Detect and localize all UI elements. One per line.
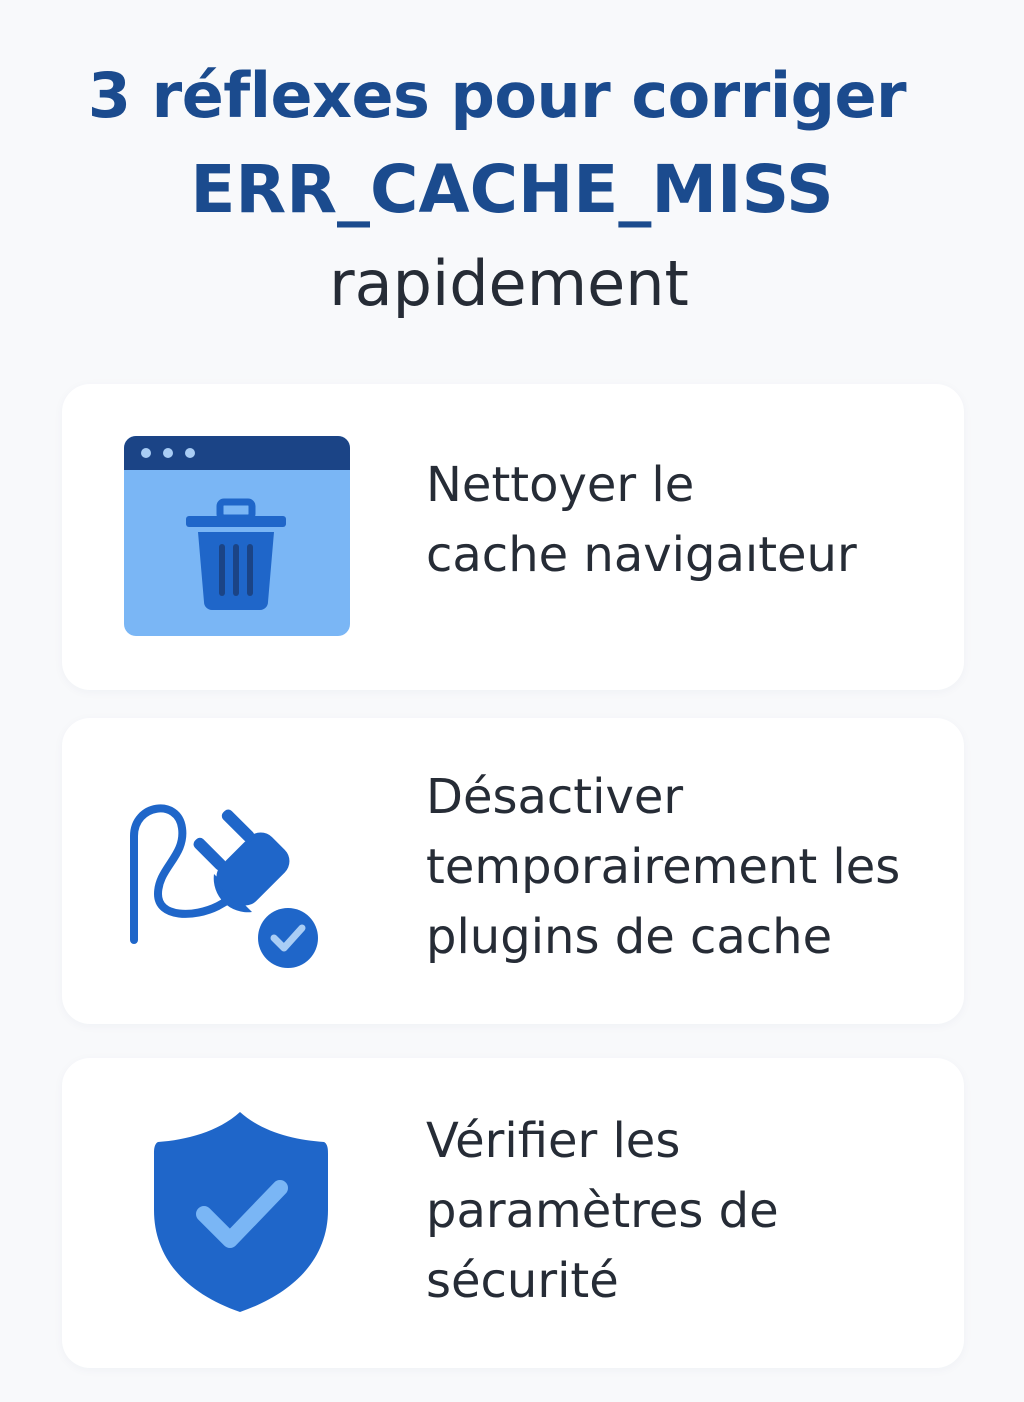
tip-card-check-security — [62, 1058, 964, 1368]
tip-line: cache navigaıteur — [426, 527, 857, 583]
tip-line: sécurité — [426, 1253, 619, 1309]
tip-text-clear-cache — [426, 450, 857, 590]
tip-line: Vérifier les — [426, 1113, 681, 1169]
plug-check-icon — [122, 776, 362, 980]
tip-line: Nettoyer le — [426, 457, 695, 513]
page-title-line-3: rapidement — [329, 247, 689, 320]
shield-check-icon — [122, 1110, 362, 1318]
browser-trash-icon — [122, 434, 362, 642]
tip-line: paramètres de — [426, 1183, 779, 1239]
page-title-error-code: ERR_CACHE_MISS — [190, 151, 834, 228]
tip-card-disable-plugins — [62, 718, 964, 1024]
tip-text-disable-plugins — [426, 762, 900, 972]
tip-line: Désactiver — [426, 769, 684, 825]
tip-line: temporairement les — [426, 839, 901, 895]
tip-text-check-security — [426, 1106, 779, 1316]
tip-line: plugins de cache — [426, 909, 833, 965]
tip-card-clear-cache — [62, 384, 964, 690]
page-title-line-1: 3 réflexes pour corriger — [87, 59, 907, 132]
